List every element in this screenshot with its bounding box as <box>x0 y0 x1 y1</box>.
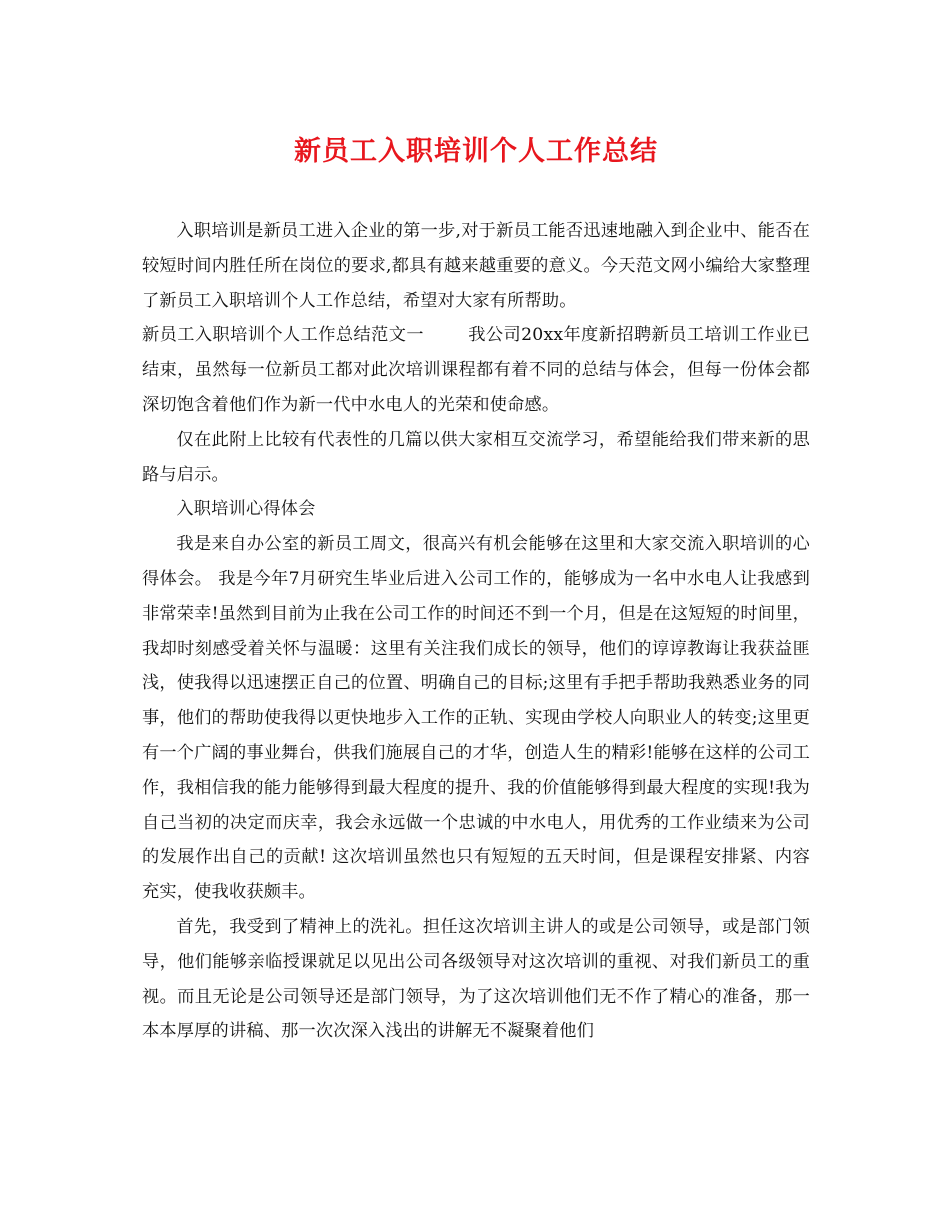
paragraph-intro: 入职培训是新员工进入企业的第一步,对于新员工能否迅速地融入到企业中、能否在较短时间内胜任所在岗位的要求,都具有越来越重要的意义。今天范文网小编给大家整理了新员工入职培训个人工作总结，希望对大家有所帮助。 <box>142 221 810 311</box>
section-heading-experience: 入职培训心得体会 <box>176 499 316 520</box>
sample-one-text: 我公司20xx年度新招聘新员工培训工作业已结束，虽然每一位新员工都对此次培训课程都有着不同的总结与体会，但每一份体会都深切饱含着他们作为新一代中水电人的光荣和使命感。 <box>142 325 811 415</box>
document-title: 新员工入职培训个人工作总结 <box>294 136 658 167</box>
sample-heading: 新员工入职培训个人工作总结范文一 <box>142 325 425 346</box>
paragraph-attachment-note: 仅在此附上比较有代表性的几篇以供大家相互交流学习，希望能给我们带来新的思路与启示。 <box>142 429 810 485</box>
paragraph-first-point: 首先，我受到了精神上的洗礼。担任这次培训主讲人的或是公司领导，或是部门领导，他们能够亲临授课就足以见出公司各级领导对这次培训的重视、对我们新员工的重视。而且无论是公司领导还是部门领导，为了这次培训他们无不作了精心的准备，那一本本厚厚的讲稿、那一次次深入浅出的讲解无不凝聚着他们 <box>142 916 810 1042</box>
paragraph-experience: 我是来自办公室的新员工周文，很高兴有机会能够在这里和大家交流入职培训的心得体会。 我是今年7月研究生毕业后进入公司工作的，能够成为一名中水电人让我感到非常荣幸!虽然到目前为止我在公司工作的时间还不到一个月，但是在这短短的时间里，我却时刻感受着关怀与温暖：这里有关注我们成长的领导，他们的谆谆教诲让我获益匪浅，使我得以迅速摆正自己的位置、明确自己的目标;这里有手把手帮助我熟悉业务的同事，他们的帮助使我得以更快地步入工作的正轨、实现由学校人向职业人的转变;这里更有一个广阔的事业舞台，供我们施展自己的才华，创造人生的精彩!能够在这样的公司工作，我相信我的能力能够得到最大程度的提升、我的价值能够得到最大程度的实现!我为自己当初的决定而庆幸，我会永远做一个忠诚的中水电人，用优秀的工作业绩来为公司的发展作出自己的贡献! 这次培训虽然也只有短短的五天时间，但是课程安排紧、内容充实，使我收获颇丰。 <box>142 534 810 903</box>
paragraph-sample-one <box>142 318 810 422</box>
document-body <box>142 214 810 1049</box>
